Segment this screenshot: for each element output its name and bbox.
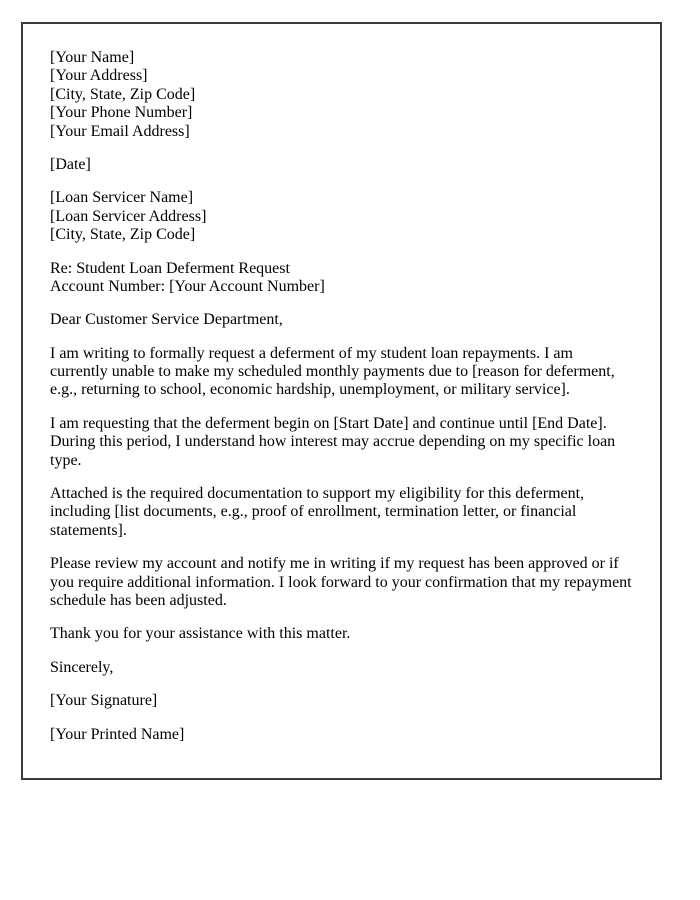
recipient-name-line: [Loan Servicer Name] bbox=[50, 189, 194, 207]
letter-frame bbox=[21, 22, 662, 780]
closing: Sincerely, bbox=[50, 658, 114, 676]
sender-city-state-zip-line: [City, State, Zip Code] bbox=[50, 85, 196, 103]
date-block bbox=[50, 156, 634, 174]
printed-name-placeholder: [Your Printed Name] bbox=[50, 725, 185, 743]
recipient-block bbox=[50, 189, 634, 244]
sender-address-line: [Your Address] bbox=[50, 67, 148, 85]
paragraph-dates: I am requesting that the deferment begin on [Start Date] and continue until [End Date]. During this period, I understand how interest may accrue depending on my specific loan type. bbox=[50, 414, 616, 469]
salutation: Dear Customer Service Department, bbox=[50, 311, 283, 329]
sender-phone-line: [Your Phone Number] bbox=[50, 104, 193, 122]
sender-email-line: [Your Email Address] bbox=[50, 122, 190, 140]
subject-block bbox=[50, 260, 634, 297]
paragraph-review: Please review my account and notify me in writing if my request has been approved or if you require additional information. I look forward to your confirmation that my repayment schedule has been adjusted. bbox=[50, 555, 632, 609]
signature-placeholder: [Your Signature] bbox=[50, 692, 158, 710]
date-line: [Date] bbox=[50, 155, 91, 173]
paragraph-documentation: Attached is the required documentation to support my eligibility for this deferment, including [list documents, e.g., proof of enrollment, termination letter, or financial statements]. bbox=[50, 485, 585, 539]
paragraph-thanks: Thank you for your assistance with this matter. bbox=[50, 625, 351, 643]
subject-re-line: Re: Student Loan Deferment Request bbox=[50, 259, 290, 277]
sender-name-line: [Your Name] bbox=[50, 49, 135, 66]
recipient-city-state-zip-line: [City, State, Zip Code] bbox=[50, 226, 196, 244]
subject-account-number-line: Account Number: [Your Account Number] bbox=[50, 277, 325, 295]
paragraph-request: I am writing to formally request a deferment of my student loan repayments. I am currently unable to make my scheduled monthly payments due to [reason for deferment, e.g., returning to school, economic hardship, unemployment, or military service]. bbox=[50, 344, 615, 399]
sender-block bbox=[50, 49, 634, 141]
recipient-address-line: [Loan Servicer Address] bbox=[50, 207, 207, 225]
letter-body bbox=[50, 49, 634, 744]
